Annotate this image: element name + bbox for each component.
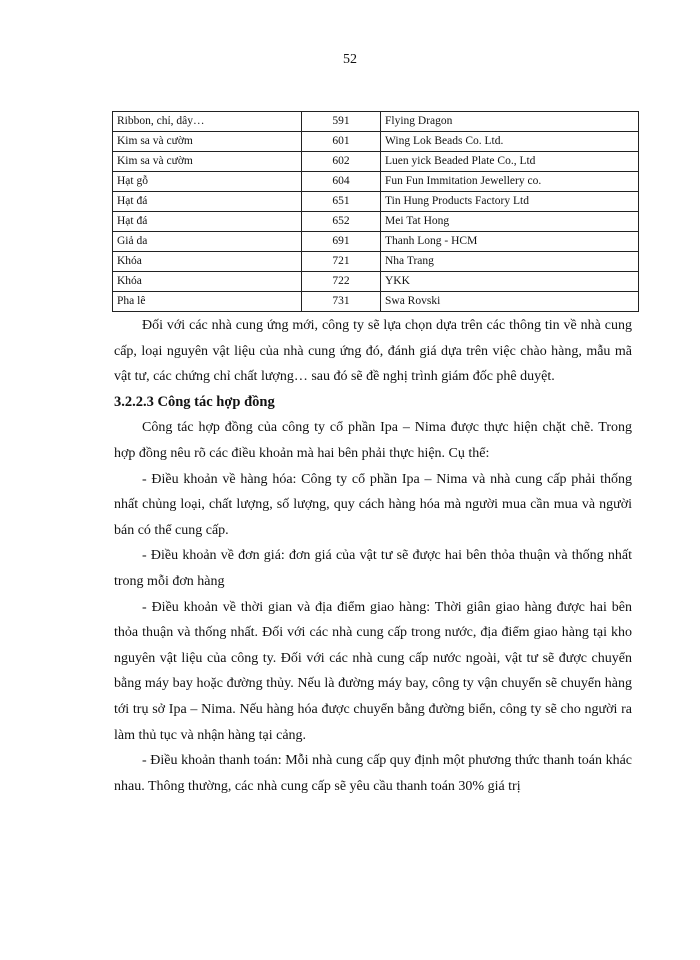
table-cell-supplier: Wing Lok Beads Co. Ltd.	[381, 132, 639, 152]
table-cell-code: 604	[302, 172, 381, 192]
table-cell-item: Giả da	[113, 232, 302, 252]
supplier-table	[112, 111, 639, 312]
table-cell-supplier: Thanh Long - HCM	[381, 232, 639, 252]
table-cell-supplier: Luen yick Beaded Plate Co., Ltd	[381, 152, 639, 172]
paragraph-delivery-clause: - Điều khoản về thời gian và địa điểm giao hàng: Thời giân giao hàng được hai bên thỏa thuận và thống nhất. Đối với các nhà cung cấp trong nước, địa điểm giao hàng tại kho nguyên vật liệu của công ty. Đối với các nhà cung cấp nước ngoài, vật tư sẽ được chuyển bằng máy bay hoặc đường thủy. Nếu là đường máy bay, công ty vận chuyển sẽ chuyển hàng tới trụ sở Ipa – Nima. Nếu hàng hóa được chuyển bằng đường biển, công ty sẽ cho người ra làm thủ tục và nhận hàng tại cảng.	[114, 599, 632, 743]
paragraph-goods-clause: - Điều khoản về hàng hóa: Công ty cổ phần Ipa – Nima và nhà cung cấp phải thống nhất chủng loại, chất lượng, số lượng, quy cách hàng hóa mà người mua cần mua và người bán có thể cung cấp.	[114, 471, 632, 538]
table-cell-item: Kim sa và cườm	[113, 132, 302, 152]
table-cell-item: Khóa	[113, 272, 302, 292]
table-cell-supplier: Fun Fun Immitation Jewellery co.	[381, 172, 639, 192]
table-cell-code: 651	[302, 192, 381, 212]
table-cell-item: Pha lê	[113, 292, 302, 312]
table-cell-code: 721	[302, 252, 381, 272]
table-cell-code: 602	[302, 152, 381, 172]
table-row	[113, 172, 639, 192]
table-cell-item: Khóa	[113, 252, 302, 272]
table-row	[113, 232, 639, 252]
table-cell-code: 731	[302, 292, 381, 312]
paragraph-payment-clause: - Điều khoản thanh toán: Mỗi nhà cung cấp quy định một phương thức thanh toán khác nhau. Thông thường, các nhà cung cấp sẽ yêu cầu thanh toán 30% giá trị	[114, 753, 632, 794]
table-cell-supplier: Mei Tat Hong	[381, 212, 639, 232]
table-row	[113, 272, 639, 292]
table-cell-supplier: Swa Rovski	[381, 292, 639, 312]
table-cell-supplier: Nha Trang	[381, 252, 639, 272]
paragraph-new-suppliers: Đối với các nhà cung ứng mới, công ty sẽ lựa chọn dựa trên các thông tin về nhà cung cấp, loại nguyên vật liệu của nhà cung ứng đó, đánh giá dựa trên việc chào hàng, mẫu mã vật tư, các chứng chỉ chất lượng… sau đó sẽ đề nghị trình giám đốc phê duyệt.	[114, 318, 632, 385]
table-cell-item: Ribbon, chỉ, dây…	[113, 112, 302, 132]
paragraph-price-clause: - Điều khoản về đơn giá: đơn giá của vật tư sẽ được hai bên thỏa thuận và thống nhất trong mỗi đơn hàng	[114, 548, 632, 589]
table-row	[113, 292, 639, 312]
table-cell-item: Kim sa và cườm	[113, 152, 302, 172]
table-cell-item: Hạt đá	[113, 212, 302, 232]
table-row	[113, 192, 639, 212]
table-cell-code: 691	[302, 232, 381, 252]
page-number: 52	[343, 52, 357, 67]
table-cell-item: Hạt gỗ	[113, 172, 302, 192]
table-cell-code: 722	[302, 272, 381, 292]
table-cell-supplier: Tin Hung Products Factory Ltd	[381, 192, 639, 212]
table-row	[113, 212, 639, 232]
supplier-table-body	[113, 112, 639, 312]
table-cell-code: 601	[302, 132, 381, 152]
table-cell-code: 591	[302, 112, 381, 132]
table-row	[113, 132, 639, 152]
body-text	[114, 313, 632, 799]
table-row	[113, 252, 639, 272]
table-cell-supplier: YKK	[381, 272, 639, 292]
section-heading: 3.2.2.3 Công tác hợp đồng	[114, 393, 275, 410]
table-cell-supplier: Flying Dragon	[381, 112, 639, 132]
paragraph-intro: Công tác hợp đồng của công ty cổ phần Ipa – Nima được thực hiện chặt chẽ. Trong hợp đồng nêu rõ các điều khoản mà hai bên phải thực hiện. Cụ thể:	[114, 420, 632, 461]
table-cell-code: 652	[302, 212, 381, 232]
table-cell-item: Hạt đá	[113, 192, 302, 212]
table-row	[113, 152, 639, 172]
table-row	[113, 112, 639, 132]
